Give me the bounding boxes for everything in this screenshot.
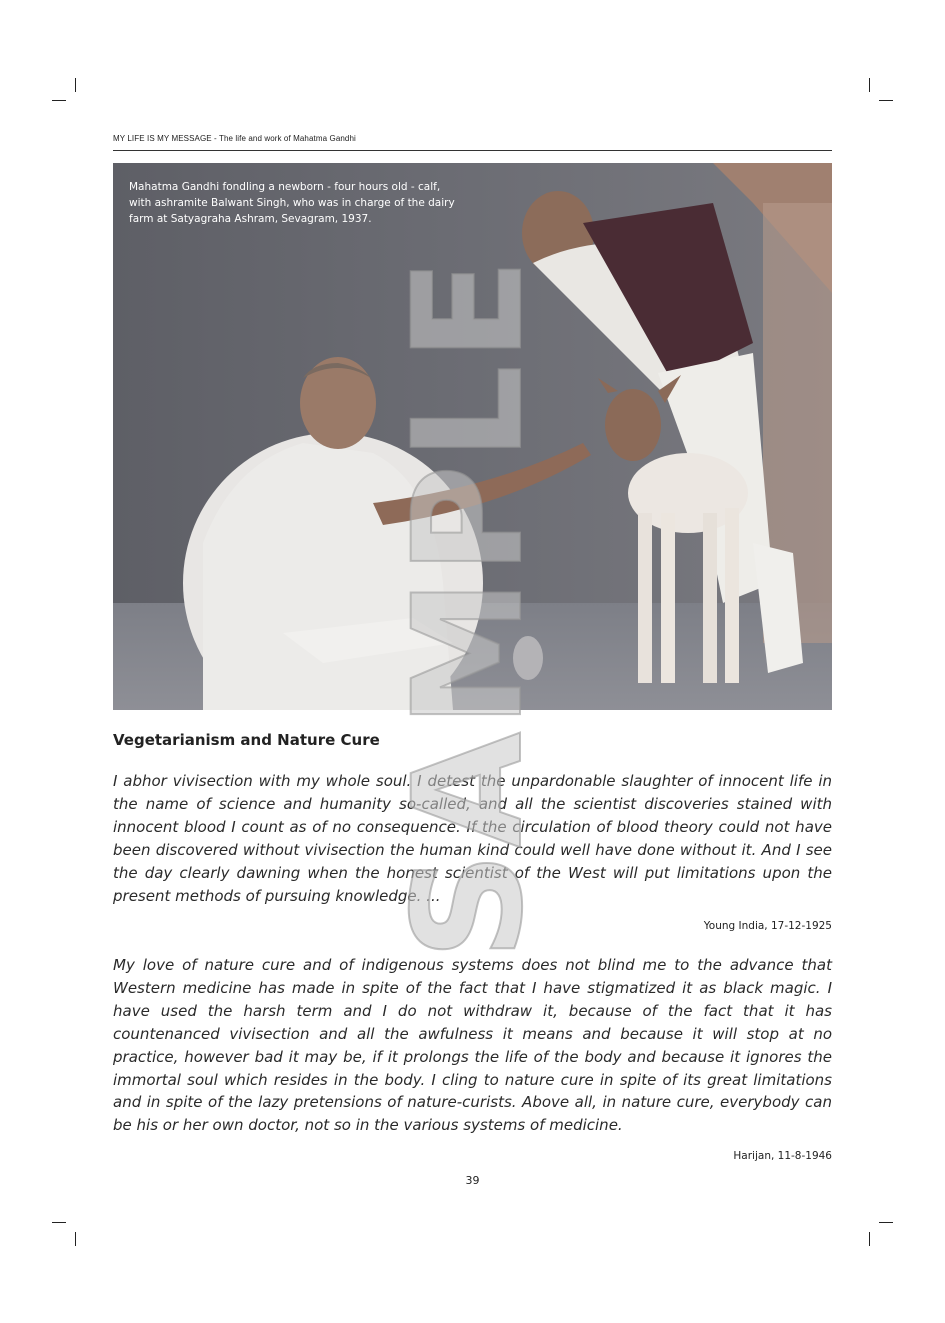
- header-rule: [113, 150, 832, 151]
- crop-mark: [879, 1222, 893, 1223]
- crop-mark: [869, 78, 870, 92]
- crop-mark: [52, 1222, 66, 1223]
- running-header: MY LIFE IS MY MESSAGE - The life and work of Mahatma Gandhi: [113, 134, 356, 143]
- crop-mark: [879, 100, 893, 101]
- photograph: [113, 163, 832, 710]
- photo-illustration: [113, 163, 832, 710]
- quote-paragraph: My love of nature cure and of indigenous systems does not blind me to the advance that Western medicine has made in spite of the fact that I have stigmatized it as black magic. I have used the harsh term and I do not withdraw it, because of the fact that it has countenanced vivisection and all the awfulness it means and because it will stop at no practice, however bad it may be, if it prolongs the life of the body and because it ignores the immortal soul which resides in the body. I cling to nature cure in spite of its great limitations and in spite of the lazy pretensions of nature-curists. Above all, in nature cure, everybody can be his or her own doctor, not so in the various systems of medicine.: [113, 956, 832, 1135]
- watermark-text: SAMPLE: [382, 254, 556, 960]
- quote-source: Young India, 17-12-1925: [703, 920, 832, 932]
- section-heading: Vegetarianism and Nature Cure: [113, 731, 380, 749]
- photo-caption: Mahatma Gandhi fondling a newborn - four hours old - calf, with ashramite Balwant Singh, who was in charge of the dairy farm at Satyagraha Ashram, Sevagram, 1937.: [129, 181, 455, 225]
- crop-mark: [869, 1232, 870, 1246]
- crop-mark: [52, 100, 66, 101]
- quote-source: Harijan, 11-8-1946: [733, 1150, 832, 1162]
- quote-paragraph: I abhor vivisection with my whole soul. I detest the unpardonable slaughter of innocent life in the name of science and humanity so-called, and all the scientist discoveries stained with innocent blood I count as of no consequence. If the circulation of blood theory could not have been discovered without vivisection the human kind could well have done without it. And I see the day clearly dawning when the honest scientist of the West will put limitations upon the present methods of pursuing knowledge. ...: [113, 772, 832, 905]
- crop-mark: [75, 1232, 76, 1246]
- crop-mark: [75, 78, 76, 92]
- page-number: 39: [465, 1174, 480, 1187]
